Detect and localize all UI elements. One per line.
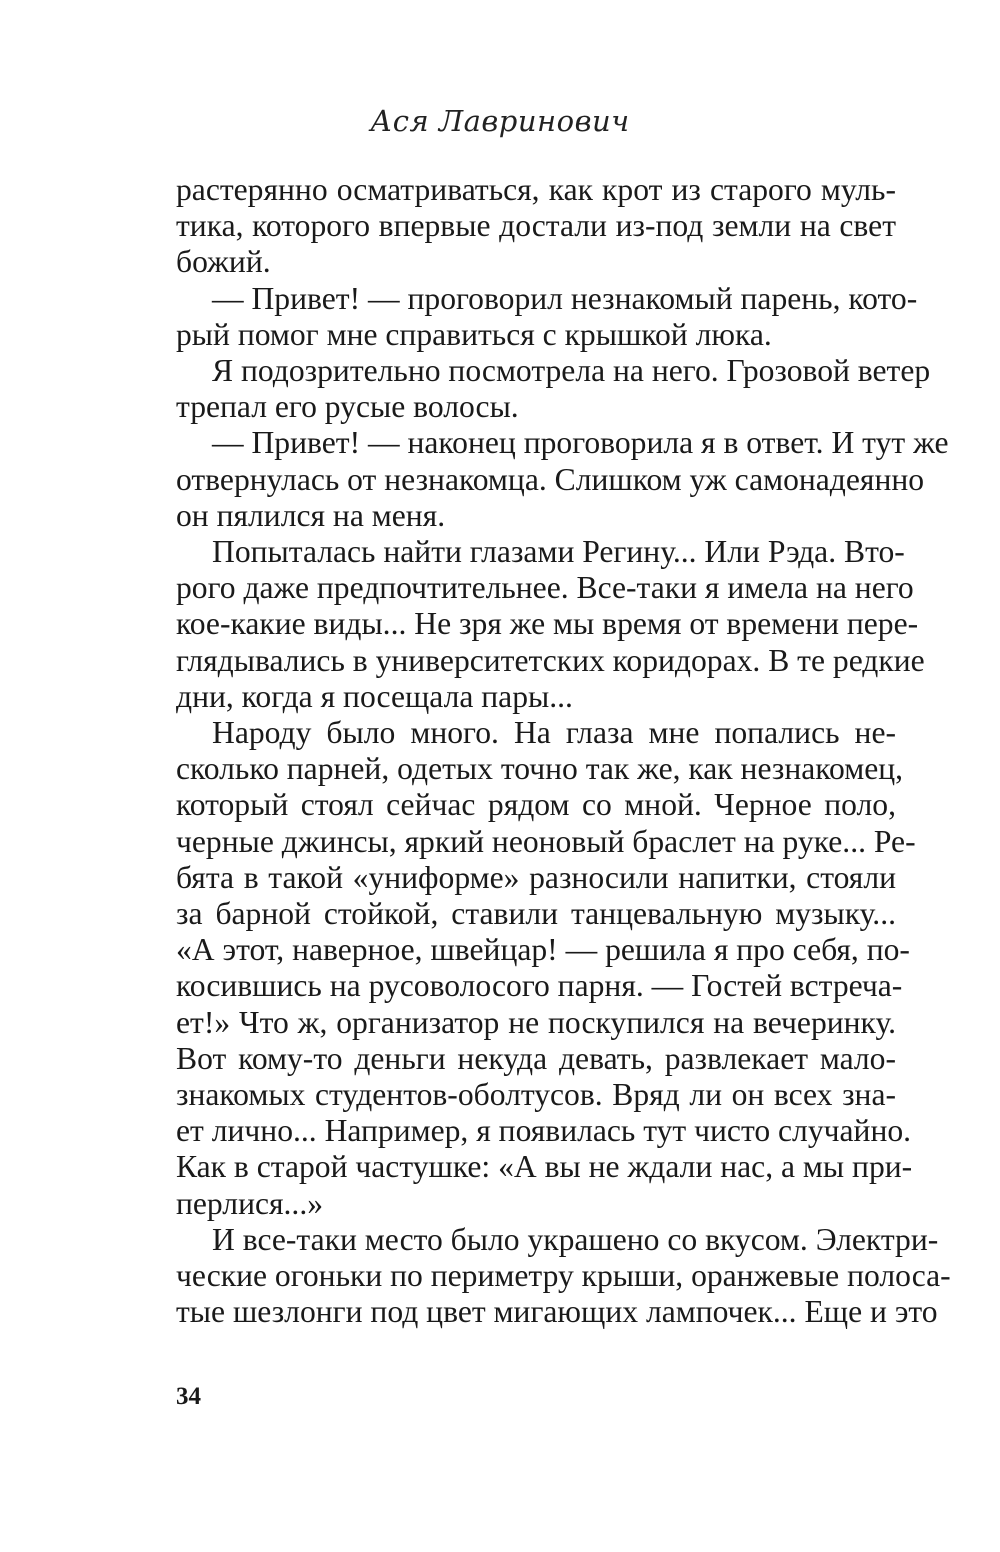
text-line: перлися...» bbox=[176, 1185, 324, 1221]
text-line: «А этот, наверное, швейцар! — решила я про себя, по- bbox=[176, 932, 910, 968]
text-line: — Привет! — проговорил незнакомый парень, кото- bbox=[212, 280, 918, 316]
text-line: ческие огоньки по периметру крыши, оранжевые полоса- bbox=[176, 1258, 951, 1294]
running-head-author: Ася Лавринович bbox=[370, 104, 630, 138]
text-line: бята в такой «униформе» разносили напитки, стояли bbox=[176, 859, 896, 895]
text-line: который стоял сейчас рядом со мной. Черное поло, bbox=[176, 787, 896, 823]
text-line: ет!» Что ж, организатор не поскупился на вечеринку. bbox=[176, 1004, 896, 1040]
text-line: рого даже предпочтительнее. Все-таки я имела на него bbox=[176, 570, 914, 606]
text-line: Я подозрительно посмотрела на него. Грозовой ветер bbox=[212, 353, 931, 389]
text-line: — Привет! — наконец проговорила я в ответ. И тут же bbox=[212, 425, 949, 461]
text-line: Народу было много. На глаза мне попались не- bbox=[212, 715, 896, 751]
text-line: дни, когда я посещала пары... bbox=[176, 678, 573, 714]
text-line: черные джинсы, яркий неоновый браслет на руке... Ре- bbox=[176, 823, 916, 859]
text-line: косившись на русоволосого парня. — Гостей встреча- bbox=[176, 968, 903, 1004]
text-line: он пялился на меня. bbox=[176, 497, 446, 533]
text-line: за барной стойкой, ставили танцевальную музыку... bbox=[176, 896, 896, 932]
body-text bbox=[176, 172, 951, 1331]
text-line: тые шезлонги под цвет мигающих лампочек... Еще и это bbox=[176, 1294, 938, 1330]
text-line: кое-какие виды... Не зря же мы время от времени пере- bbox=[176, 606, 919, 642]
text-line: И все-таки место было украшено со вкусом. Электри- bbox=[212, 1221, 939, 1257]
text-line: растерянно осматриваться, как крот из старого муль- bbox=[176, 172, 896, 207]
text-line: Вот кому-то деньги некуда девать, развлекает мало- bbox=[176, 1040, 896, 1076]
text-line: рый помог мне справиться с крышкой люка. bbox=[176, 316, 772, 352]
text-line: знакомых студентов-оболтусов. Вряд ли он всех зна- bbox=[176, 1077, 896, 1113]
text-line: трепал его русые волосы. bbox=[176, 389, 519, 425]
text-line: тика, которого впервые достали из-под земли на свет bbox=[176, 208, 896, 244]
text-line: Как в старой частушке: «А вы не ждали нас, а мы при- bbox=[176, 1149, 913, 1185]
text-line: отвернулась от незнакомца. Слишком уж самонадеянно bbox=[176, 461, 925, 497]
text-line: Попыталась найти глазами Регину... Или Рэда. Вто- bbox=[212, 534, 905, 570]
text-line: божий. bbox=[176, 244, 271, 280]
text-line: ет лично... Например, я появилась тут чисто случайно. bbox=[176, 1113, 912, 1149]
text-line: глядывались в университетских коридорах. В те редкие bbox=[176, 642, 925, 678]
page-number: 34 bbox=[176, 1383, 201, 1410]
text-line: сколько парней, одетых точно так же, как незнакомец, bbox=[176, 751, 904, 787]
